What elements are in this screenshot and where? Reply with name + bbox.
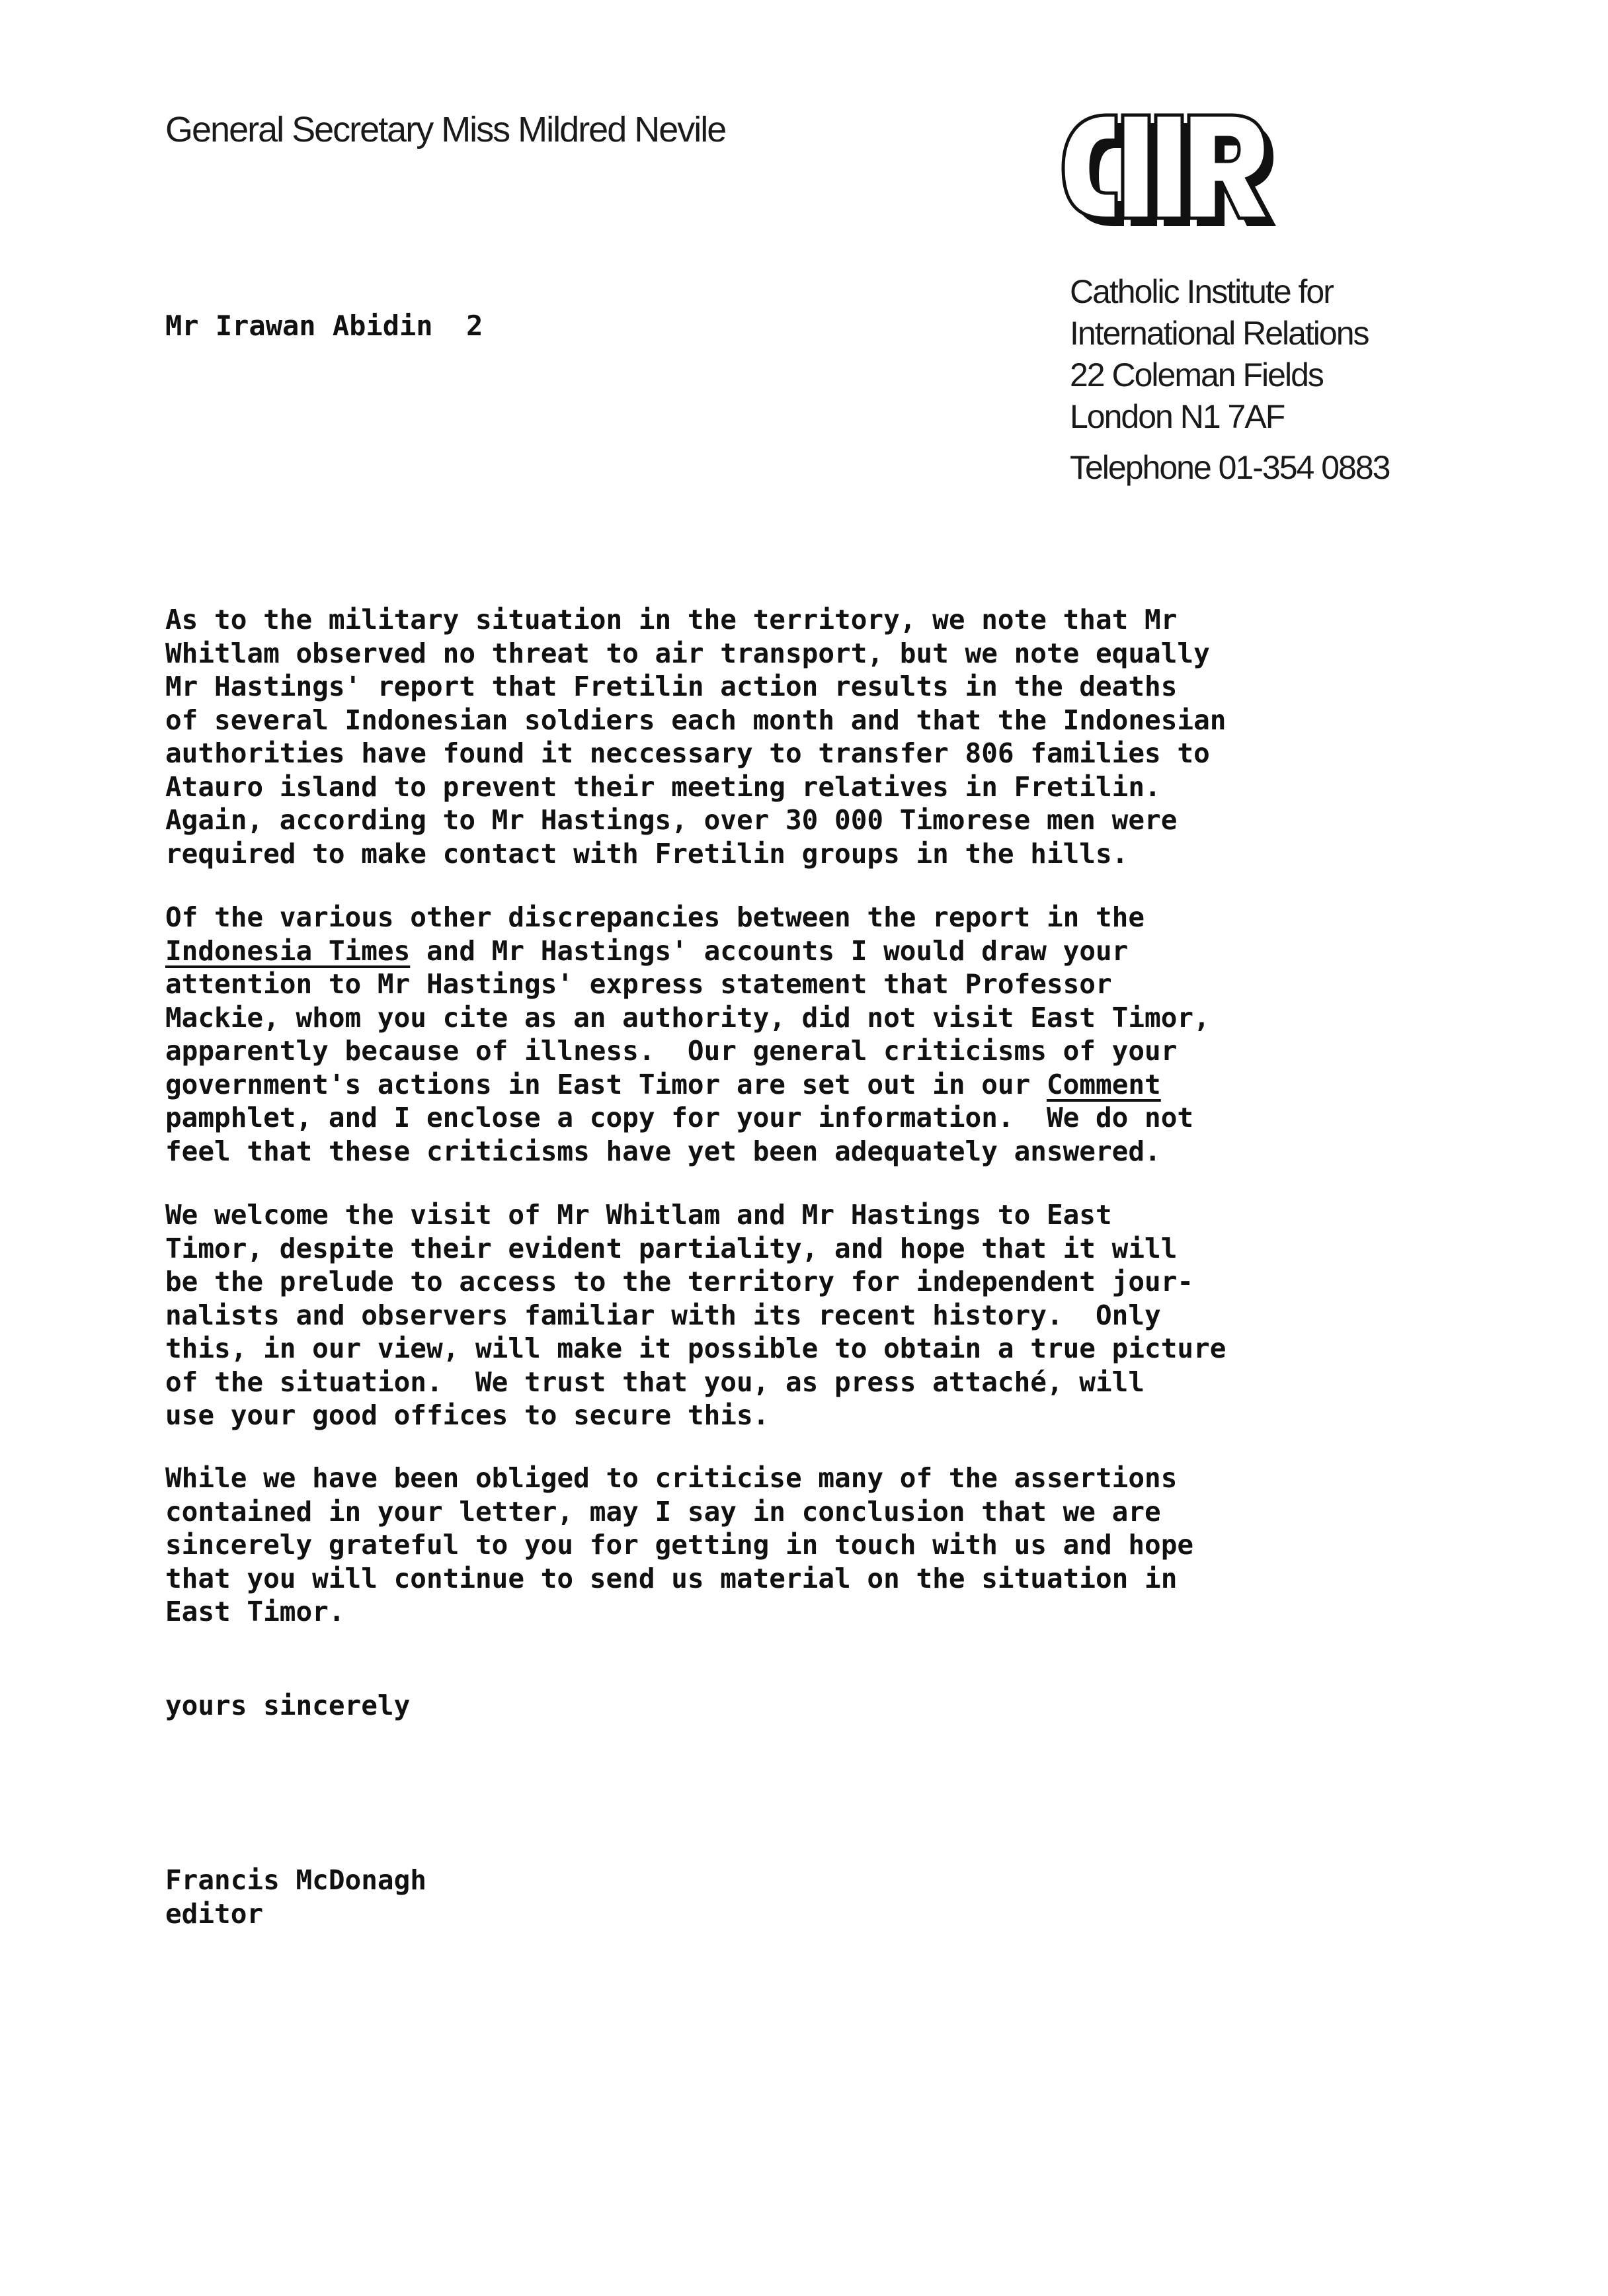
text-line: Mackie, whom you cite as an authority, did not visit East Timor,	[165, 1001, 1210, 1034]
text-line: this, in our view, will make it possible to obtain a true picture	[165, 1332, 1226, 1364]
text-line: use your good offices to secure this.	[165, 1399, 770, 1431]
general-secretary-line: General Secretary Miss Mildred Nevile	[165, 110, 726, 149]
text-line: East Timor.	[165, 1596, 345, 1627]
text-line	[165, 1068, 1488, 1102]
text-line: authorities have found it neccessary to transfer 806 families to	[165, 737, 1210, 769]
text-line: Timor, despite their evident partiality, and hope that it will	[165, 1232, 1178, 1264]
text-line: sincerely grateful to you for getting in touch with us and hope	[165, 1529, 1194, 1561]
publication-title-indonesia-times: Indonesia Times	[165, 934, 411, 967]
address-line-institute: Catholic Institute for	[1070, 273, 1333, 310]
text-line: pamphlet, and I enclose a copy for your information. We do not	[165, 1102, 1194, 1133]
publication-title-comment: Comment	[1046, 1068, 1161, 1100]
text-line: We welcome the visit of Mr Whitlam and Mr Hastings to East	[165, 1199, 1112, 1231]
text-line: Again, according to Mr Hastings, over 30 000 Timorese men were	[165, 804, 1178, 836]
text-line: of the situation. We trust that you, as press attaché, will	[165, 1366, 1145, 1398]
text-line: As to the military situation in the territory, we note that Mr	[165, 604, 1178, 636]
signatory-title: editor	[165, 1897, 264, 1930]
text-line: Of the various other discrepancies between the report in the	[165, 901, 1145, 933]
text-line: nalists and observers familiar with its recent history. Only	[165, 1299, 1161, 1331]
text-line: be the prelude to access to the territory for independent jour-	[165, 1266, 1194, 1297]
telephone-line: Telephone 01-354 0883	[1070, 449, 1390, 486]
text-span: and Mr Hastings' accounts I would draw your	[410, 934, 1129, 967]
text-line: Mr Hastings' report that Fretilin action results in the deaths	[165, 671, 1178, 702]
recipient-page-heading: Mr Irawan Abidin 2	[165, 309, 483, 342]
paragraph-conclusion	[165, 1461, 1488, 1629]
text-line: of several Indonesian soldiers each month and that the Indonesian	[165, 704, 1226, 736]
paragraph-military-situation	[165, 603, 1488, 870]
text-line	[165, 934, 1488, 968]
address-line-city: London N1 7AF	[1070, 398, 1285, 435]
paragraph-discrepancies	[165, 901, 1488, 1168]
text-line: Whitlam observed no threat to air transport, but we note equally	[165, 637, 1210, 669]
text-line: While we have been obliged to criticise many of the assertions	[165, 1462, 1178, 1494]
address-line-relations: International Relations	[1070, 315, 1369, 352]
ciir-logo	[1061, 111, 1279, 233]
signatory-name: Francis McDonagh	[165, 1864, 426, 1896]
text-span: government's actions in East Timor are set out in our	[165, 1068, 1047, 1100]
text-line: contained in your letter, may I say in conclusion that we are	[165, 1495, 1161, 1528]
text-line: feel that these criticisms have yet been adequately answered.	[165, 1135, 1161, 1167]
paragraph-visit-welcome	[165, 1198, 1488, 1432]
signature-block	[165, 1864, 426, 1930]
text-line: that you will continue to send us material on the situation in	[165, 1562, 1178, 1594]
text-line: apparently because of illness. Our general criticisms of your	[165, 1035, 1178, 1067]
closing-salutation: yours sincerely	[165, 1690, 411, 1721]
address-line-street: 22 Coleman Fields	[1070, 356, 1323, 393]
text-line: attention to Mr Hastings' express statement that Professor	[165, 968, 1112, 1000]
text-line: Atauro island to prevent their meeting relatives in Fretilin.	[165, 770, 1161, 803]
institute-address-block	[1070, 271, 1533, 489]
text-line: required to make contact with Fretilin groups in the hills.	[165, 837, 1129, 870]
